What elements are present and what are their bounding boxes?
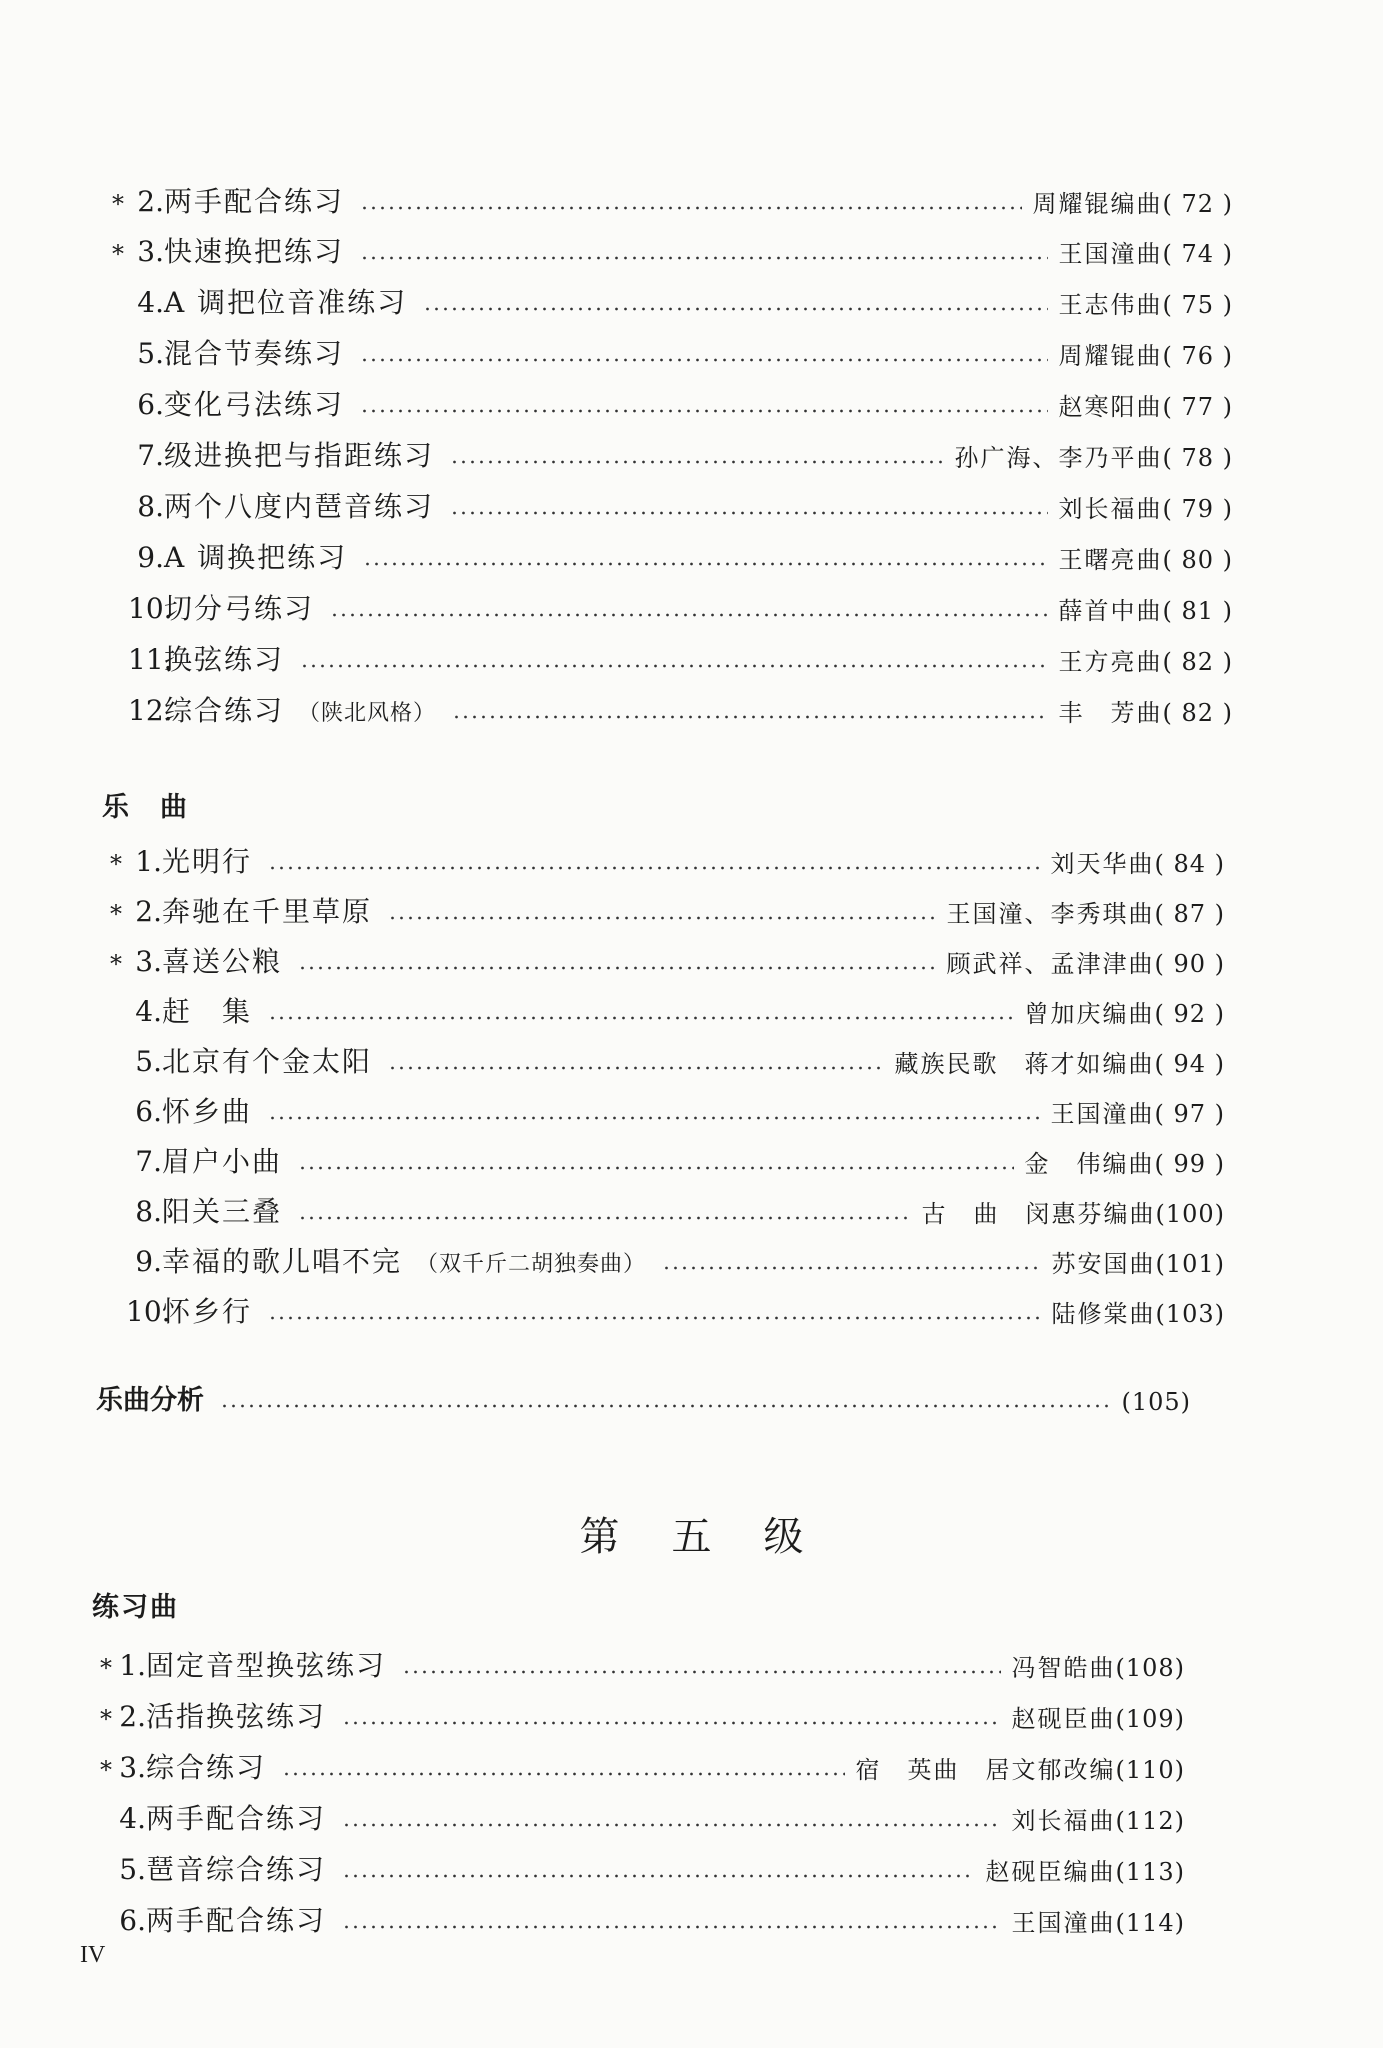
star-mark: * [100,1654,112,1682]
entry-title: 怀乡行 [162,1295,253,1328]
star-mark: * [110,950,122,978]
entry-title: 混合节奏练习 [164,337,345,370]
entry-composer: 刘长福曲 [1011,1807,1116,1835]
entry-composer: 薛首中曲 [1058,597,1163,625]
entry-page: (113) [1115,1858,1185,1886]
entry-page: ( 99 ) [1154,1150,1225,1178]
entry-note: （陕北风格） [298,701,437,726]
entry-number: 12. [128,694,173,727]
leader-dots [450,511,1048,515]
entry-page: ( 81 ) [1162,597,1233,625]
entry-title: A 调把位音准练习 [164,286,408,319]
entry-composer: 王志伟曲 [1058,291,1163,319]
toc-entry[interactable] [106,273,1233,317]
entry-number: 4. [137,286,164,319]
toc-entry[interactable] [106,681,1233,725]
exercises-heading: 练习曲 [92,1592,179,1623]
entry-number: 8. [137,490,164,523]
leader-dots [298,1166,1014,1170]
entry-composer: 陆修棠曲 [1051,1300,1156,1328]
entry-title: 级进换把与指距练习 [164,439,435,472]
entry-number: 10. [126,1295,171,1328]
entry-title: 光明行 [162,845,253,878]
entry-number: 7. [135,1145,162,1178]
leader-dots [450,460,944,464]
entry-number: 3. [137,235,164,268]
entry-title: 变化弓法练习 [164,388,345,421]
analysis-entry[interactable] [96,1370,1191,1414]
leader-dots [282,1772,845,1776]
toc-entry[interactable] [104,1132,1225,1176]
entry-number: 1. [135,845,162,878]
entry-number: 9. [135,1245,162,1278]
entry-number: 5. [137,337,164,370]
toc-entry[interactable] [106,426,1233,470]
entry-page: ( 75 ) [1162,291,1233,319]
entry-title: A 调换把练习 [164,541,348,574]
entry-title: 眉户小曲 [162,1145,283,1178]
toc-entry[interactable] [106,172,1233,216]
entry-title: 两手配合练习 [164,185,345,218]
entry-number: 6. [119,1904,146,1937]
toc-entry[interactable] [104,1032,1225,1076]
entry-page: ( 82 ) [1162,699,1233,727]
entry-number: 7. [137,439,164,472]
leader-dots [298,966,936,970]
entry-number: 2. [135,895,162,928]
leader-dots [342,1874,975,1878]
toc-entry[interactable] [106,528,1233,572]
entry-title: 喜送公粮 [162,945,283,978]
leader-dots [360,256,1048,260]
entry-title: 综合练习 [164,694,285,727]
entry-title: 奔驰在千里草原 [162,895,373,928]
entry-composer: 古 曲 闵惠芬编曲 [921,1200,1156,1228]
level5-title: 第五级 [579,1514,856,1560]
entry-composer: 孙广海、李乃平曲 [954,444,1163,472]
leader-dots [452,715,1048,719]
entry-number: 11. [128,643,173,676]
leader-dots [363,562,1048,566]
entry-composer: 周耀锟编曲 [1032,190,1163,218]
entry-page: ( 79 ) [1162,495,1233,523]
entry-page: ( 92 ) [1154,1000,1225,1028]
toc-entry[interactable] [94,1687,1185,1731]
toc-entry[interactable] [94,1840,1185,1884]
toc-entry[interactable] [104,1232,1225,1276]
leader-dots [300,664,1048,668]
leader-dots [268,1116,1040,1120]
entry-number: 8. [135,1195,162,1228]
toc-entry[interactable] [106,630,1233,674]
entry-title: 赶 集 [162,995,253,1028]
leader-dots [220,1404,1111,1408]
entry-composer: 王方亮曲 [1058,648,1163,676]
leader-dots [402,1670,1001,1674]
entry-composer: 苏安国曲 [1051,1250,1156,1278]
toc-entry[interactable] [104,1082,1225,1126]
star-mark: * [100,1705,112,1733]
entry-composer: 赵砚臣编曲 [985,1858,1116,1886]
entry-page: (108) [1115,1654,1185,1682]
leader-dots [662,1266,1041,1270]
entry-title: 两手配合练习 [146,1802,327,1835]
entry-number: 4. [135,995,162,1028]
entry-page: ( 76 ) [1162,342,1233,370]
toc-entry[interactable] [106,222,1233,266]
leader-dots [268,866,1040,870]
entry-composer: 王国潼曲 [1058,240,1163,268]
leader-dots [342,1823,1001,1827]
entry-composer: 金 伟编曲 [1024,1150,1155,1178]
entry-number: 3. [135,945,162,978]
entry-page: (103) [1155,1300,1225,1328]
entry-composer: 藏族民歌 蒋才如编曲 [894,1050,1155,1078]
leader-dots [268,1016,1014,1020]
entry-page: (100) [1155,1200,1225,1228]
leader-dots [388,916,936,920]
leader-dots [268,1316,1041,1320]
entry-title: 快速换把练习 [164,235,345,268]
toc-entry[interactable] [104,932,1225,976]
entry-composer: 丰 芳曲 [1058,699,1163,727]
entry-title: 切分弓练习 [164,592,315,625]
toc-entry[interactable] [106,477,1233,521]
entry-composer: 顾武祥、孟津津曲 [946,950,1155,978]
entry-page: (110) [1115,1756,1185,1784]
toc-entry[interactable] [104,1182,1225,1226]
leader-dots [298,1216,911,1220]
page-number: IV [80,1942,106,1968]
entry-title: 怀乡曲 [162,1095,253,1128]
entry-page: (112) [1115,1807,1185,1835]
leader-dots [360,358,1048,362]
leader-dots [342,1925,1001,1929]
star-mark: * [100,1756,112,1784]
entry-title: 阳关三叠 [162,1195,283,1228]
star-mark: * [112,190,124,218]
entry-number: 6. [135,1095,162,1128]
entry-composer: 刘天华曲 [1050,850,1155,878]
toc-entry[interactable] [106,579,1233,623]
toc-entry[interactable] [104,1282,1225,1326]
entry-page: ( 80 ) [1162,546,1233,574]
entry-page: ( 87 ) [1154,900,1225,928]
entry-composer: 曾加庆编曲 [1024,1000,1155,1028]
toc-entry[interactable] [104,982,1225,1026]
analysis-page: (105) [1121,1388,1191,1416]
entry-page: (109) [1115,1705,1185,1733]
pieces-heading: 乐 曲 [102,792,189,823]
entry-number: 1. [119,1649,146,1682]
toc-entry[interactable] [94,1891,1185,1935]
entry-number: 6. [137,388,164,421]
toc-entry[interactable] [106,375,1233,419]
entry-page: ( 78 ) [1162,444,1233,472]
leader-dots [388,1066,884,1070]
toc-entry[interactable] [104,832,1225,876]
toc-entry[interactable] [94,1738,1185,1782]
entry-composer: 赵砚臣曲 [1011,1705,1116,1733]
entry-page: ( 82 ) [1162,648,1233,676]
entry-number: 3. [119,1751,146,1784]
entry-page: ( 77 ) [1162,393,1233,421]
entry-title: 综合练习 [146,1751,267,1784]
entry-title: 两手配合练习 [146,1904,327,1937]
entry-number: 5. [119,1853,146,1886]
entry-title: 两个八度内琶音练习 [164,490,435,523]
entry-number: 4. [119,1802,146,1835]
entry-composer: 王曙亮曲 [1058,546,1163,574]
toc-entry[interactable] [106,324,1233,368]
entry-number: 2. [137,185,164,218]
entry-page: ( 74 ) [1162,240,1233,268]
leader-dots [330,613,1048,617]
entry-composer: 刘长福曲 [1058,495,1163,523]
analysis-title: 乐曲分析 [96,1385,204,1416]
entry-page: (114) [1115,1909,1185,1937]
entry-composer: 王国潼、李秀琪曲 [946,900,1155,928]
entry-page: ( 97 ) [1154,1100,1225,1128]
entry-note: （双千斤二胡独奏曲） [416,1252,647,1277]
leader-dots [423,307,1048,311]
entry-title: 固定音型换弦练习 [146,1649,387,1682]
entry-composer: 王国潼曲 [1011,1909,1116,1937]
entry-page: ( 84 ) [1154,850,1225,878]
entry-composer: 赵寒阳曲 [1058,393,1163,421]
leader-dots [342,1721,1001,1725]
entry-title: 换弦练习 [164,643,285,676]
entry-page: ( 94 ) [1154,1050,1225,1078]
leader-dots [360,409,1048,413]
entry-composer: 宿 英曲 居文郁改编 [855,1756,1116,1784]
entry-title: 北京有个金太阳 [162,1045,373,1078]
entry-page: ( 72 ) [1162,190,1233,218]
entry-title: 活指换弦练习 [146,1700,327,1733]
entry-page: ( 90 ) [1154,950,1225,978]
entry-composer: 冯智皓曲 [1011,1654,1116,1682]
entry-title: 琶音综合练习 [146,1853,327,1886]
star-mark: * [110,900,122,928]
entry-number: 5. [135,1045,162,1078]
entry-number: 10. [128,592,173,625]
leader-dots [360,206,1022,210]
toc-entry[interactable] [94,1789,1185,1833]
entry-number: 2. [119,1700,146,1733]
star-mark: * [110,850,122,878]
entry-composer: 王国潼曲 [1050,1100,1155,1128]
entry-number: 9. [137,541,164,574]
entry-page: (101) [1155,1250,1225,1278]
star-mark: * [112,240,124,268]
toc-entry[interactable] [94,1636,1185,1680]
entry-composer: 周耀锟曲 [1058,342,1163,370]
entry-title: 幸福的歌儿唱不完 [162,1245,403,1278]
toc-entry[interactable] [104,882,1225,926]
